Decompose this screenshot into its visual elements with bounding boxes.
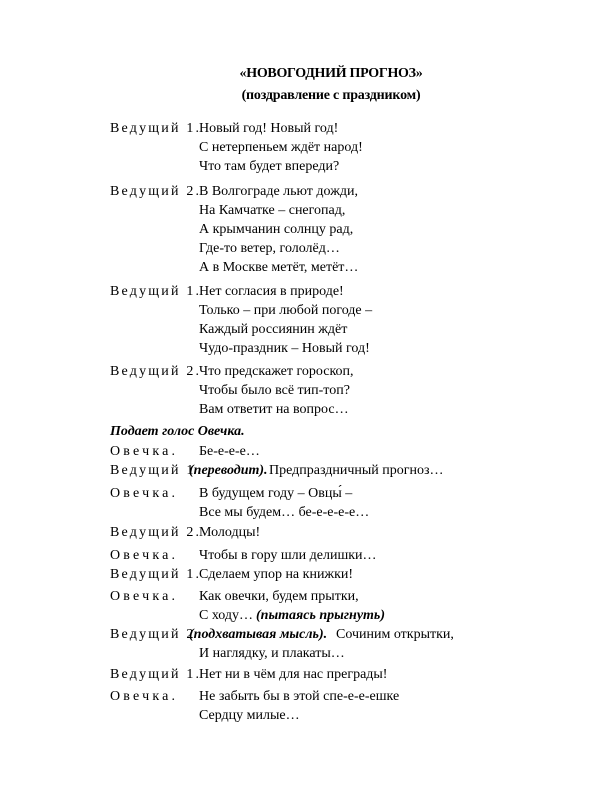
- speaker-label: Ведущий 2: [110, 627, 196, 642]
- verse-line: Как овечки, будем прытки,: [199, 589, 359, 604]
- speaker-label: Ведущий 2.: [110, 364, 202, 379]
- speaker-label: Ведущий 1.: [110, 121, 202, 136]
- verse-line: Нет ни в чём для нас преграды!: [199, 667, 388, 682]
- verse-line: Новый год! Новый год!: [199, 121, 339, 136]
- verse-line: Молодцы!: [199, 525, 261, 540]
- speaker-label: Овечка.: [110, 589, 179, 604]
- verse-line: Бе-е-е-е…: [199, 444, 260, 459]
- document-title: «НОВОГОДНИЙ ПРОГНОЗ»: [239, 66, 423, 81]
- verse-line: Не забыть бы в этой спе-е-е-ешке: [199, 689, 400, 704]
- verse-line: Предпраздничный прогноз…: [269, 463, 444, 478]
- document-subtitle: (поздравление с праздником): [241, 88, 421, 103]
- speaker-label: Ведущий 2.: [110, 184, 202, 199]
- verse-line: Чудо-праздник – Новый год!: [199, 341, 370, 356]
- verse-line: Сердцу милые…: [199, 708, 300, 723]
- verse-line: А в Москве метёт, метёт…: [199, 260, 359, 275]
- verse-line: А крымчанин солнцу рад,: [199, 222, 354, 237]
- verse-line: С нетерпеньем ждёт народ!: [199, 140, 363, 155]
- verse-line: Нет согласия в природе!: [199, 284, 344, 299]
- verse-line: В Волгограде льют дожди,: [199, 184, 358, 199]
- speaker-label: Ведущий 1.: [110, 284, 202, 299]
- verse-line: Только – при любой погоде –: [199, 303, 373, 318]
- stage-direction: (пытаясь прыгнуть): [256, 608, 385, 623]
- verse-line: Сочиним открытки,: [336, 627, 454, 642]
- speaker-label: Ведущий 1.: [110, 567, 202, 582]
- speaker-label: Ведущий 1: [110, 463, 196, 478]
- verse-line: Чтобы в гору шли делишки…: [199, 548, 377, 563]
- verse-line: Все мы будем… бе-е-е-е-е…: [199, 505, 370, 520]
- verse-line: На Камчатке – снегопад,: [199, 203, 346, 218]
- speaker-label: Овечка.: [110, 444, 179, 459]
- verse-line: И наглядку, и плакаты…: [199, 646, 345, 661]
- verse-line: Вам ответит на вопрос…: [199, 402, 349, 417]
- verse-line: Где-то ветер, гололёд…: [199, 241, 340, 256]
- verse-line: Что там будет впереди?: [199, 159, 340, 174]
- stage-direction: Подает голос Овечка.: [110, 424, 245, 439]
- verse-line: Сделаем упор на книжки!: [199, 567, 354, 582]
- speaker-label: Овечка.: [110, 548, 179, 563]
- verse-line: В будущем году – Овцы́ –: [199, 486, 353, 501]
- verse-line: С ходу…: [199, 608, 254, 623]
- stage-direction: (переводит).: [189, 463, 268, 478]
- speaker-label: Ведущий 2.: [110, 525, 202, 540]
- verse-line: Что предскажет гороскоп,: [199, 364, 354, 379]
- stage-direction: (подхватывая мысль).: [189, 627, 328, 642]
- speaker-label: Ведущий 1.: [110, 667, 202, 682]
- verse-line: Чтобы было всё тип-топ?: [199, 383, 350, 398]
- speaker-label: Овечка.: [110, 689, 179, 704]
- verse-line: Каждый россиянин ждёт: [199, 322, 348, 337]
- speaker-label: Овечка.: [110, 486, 179, 501]
